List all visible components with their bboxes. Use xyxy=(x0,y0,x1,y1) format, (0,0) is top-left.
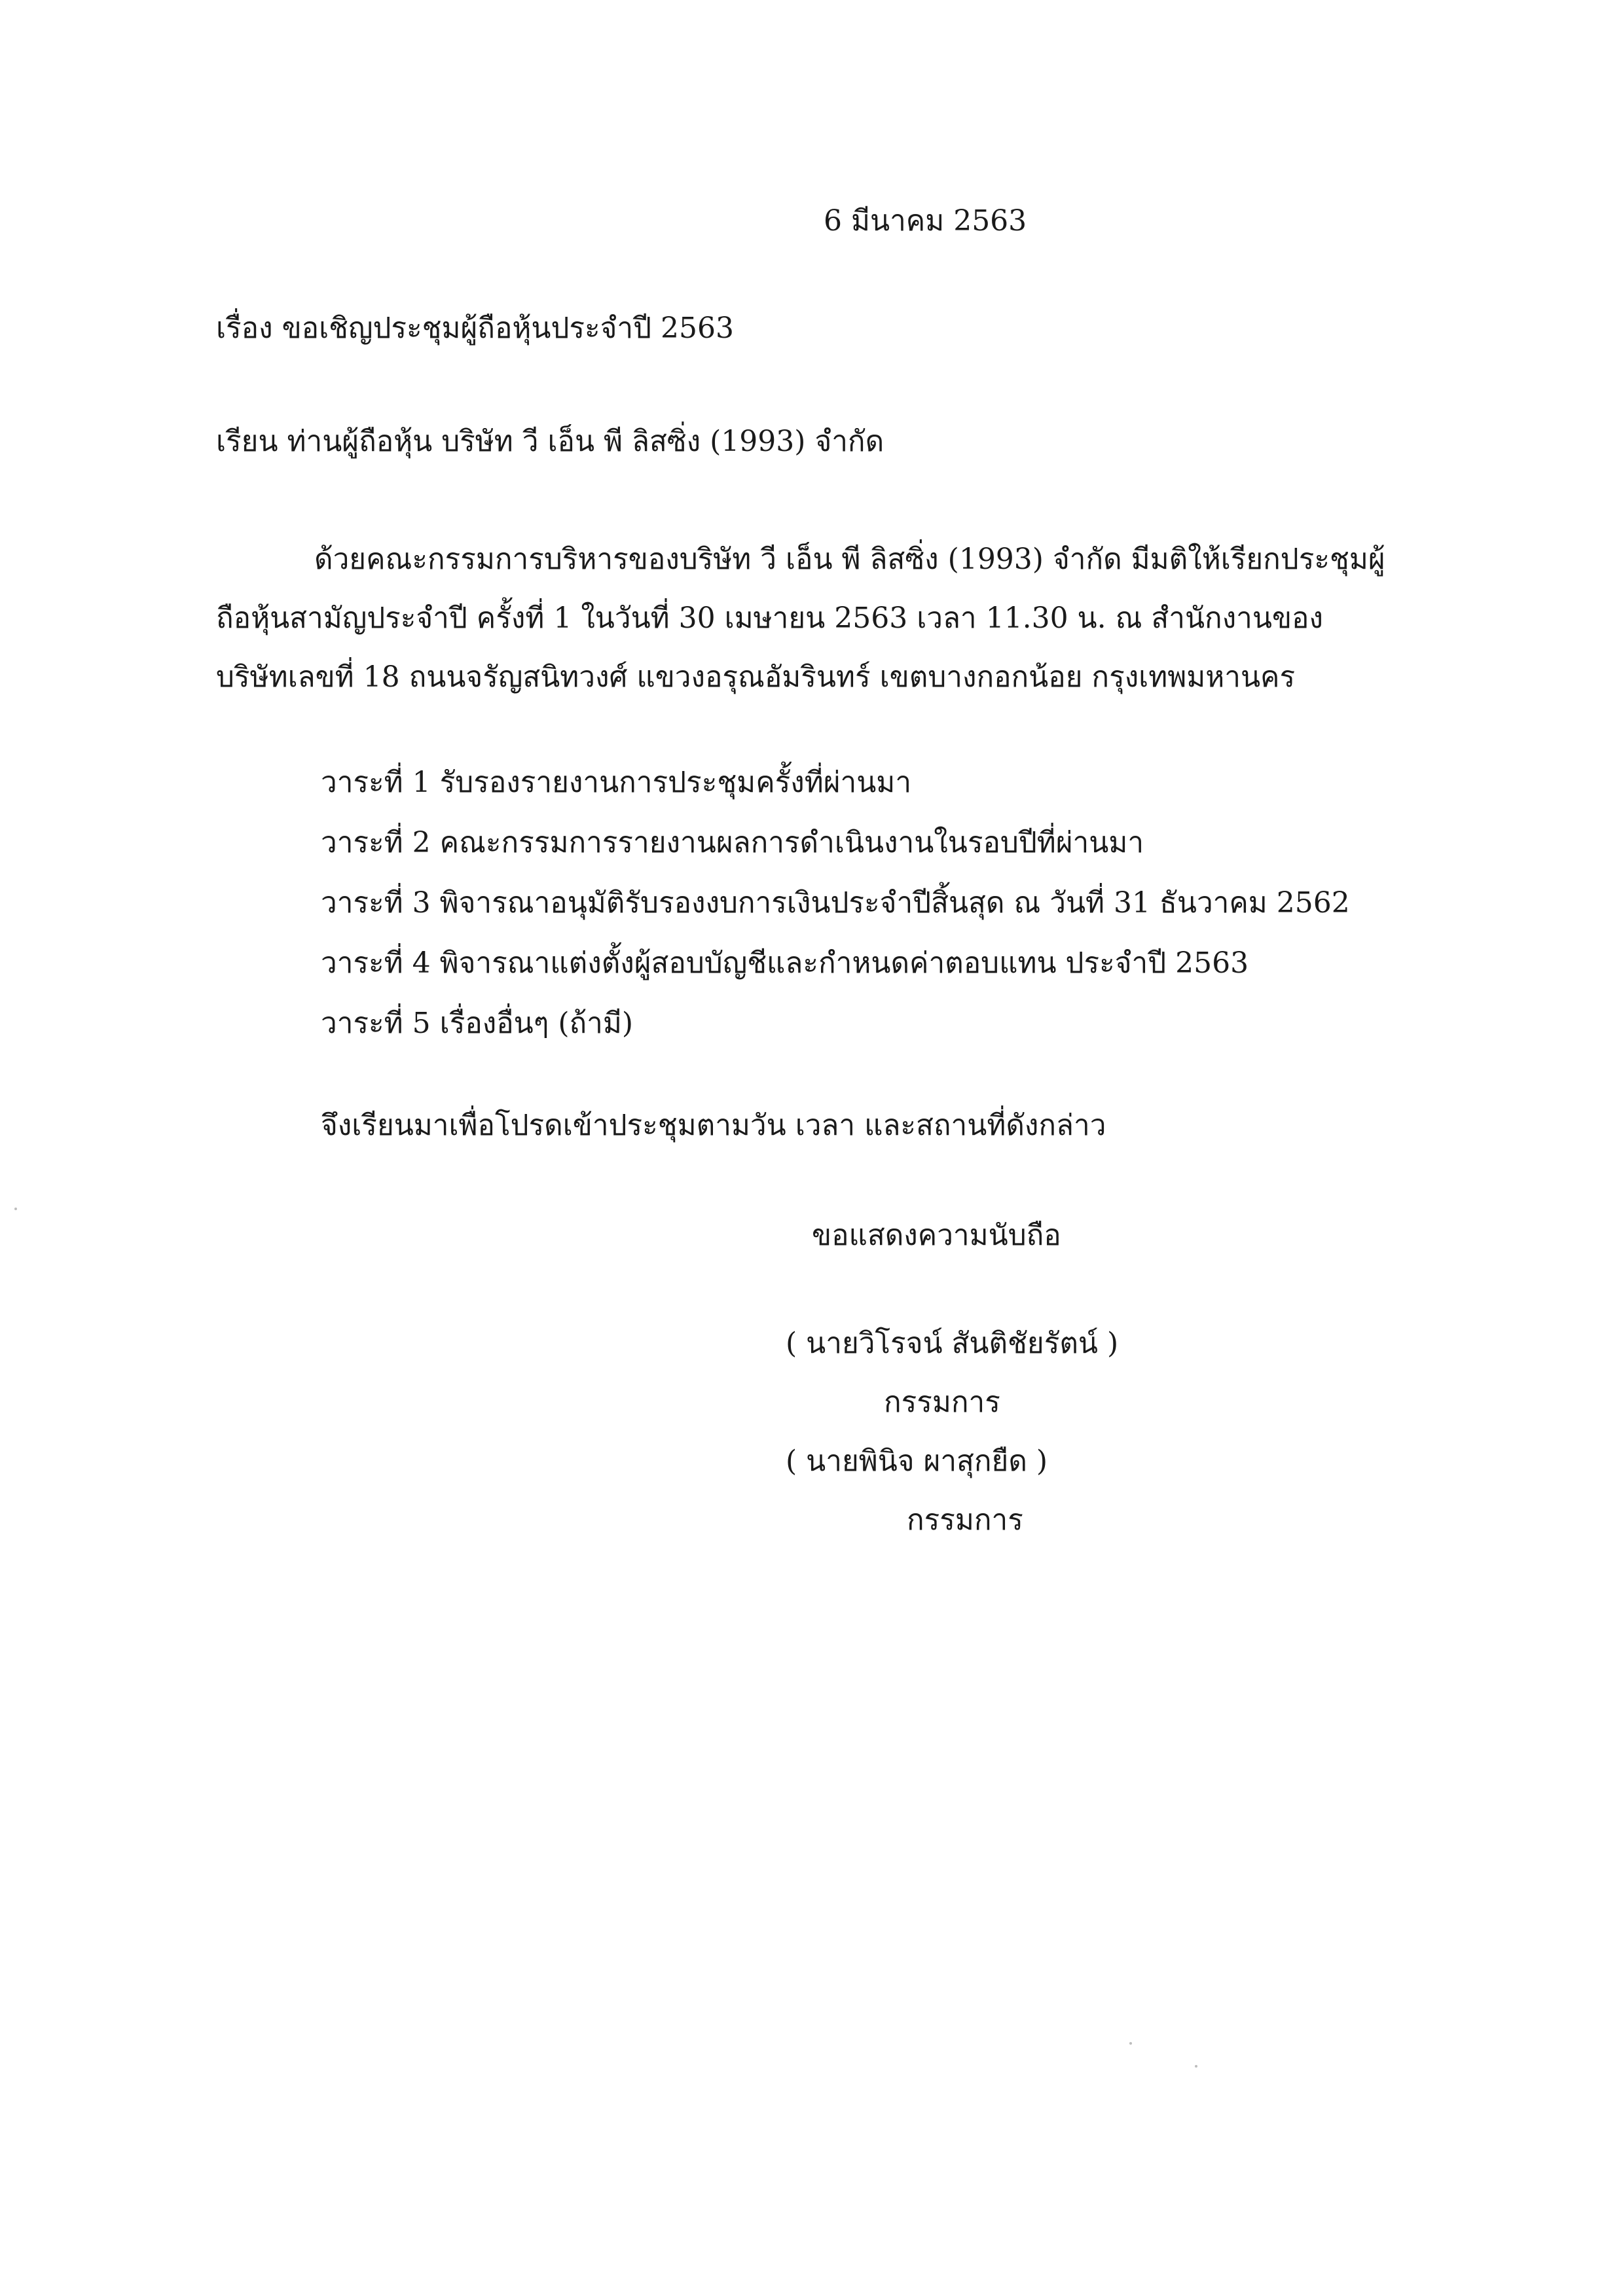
agenda-item-1: วาระที่ 1 รับรองรายงานการประชุมครั้งที่ผ่านมา xyxy=(321,766,912,799)
letter-date: 6 มีนาคม 2563 xyxy=(824,204,1027,238)
signatory-1-title: กรรมการ xyxy=(884,1386,1000,1419)
signatory-2-title: กรรมการ xyxy=(907,1503,1023,1537)
letter-body-paragraph xyxy=(216,530,1388,707)
scan-speck xyxy=(1195,2065,1197,2068)
body-line: บริษัทเลขที่ 18 ถนนจรัญสนิทวงศ์ แขวงอรุณอัมรินทร์ เขตบางกอกน้อย กรุงเทพมหานคร xyxy=(216,660,1296,694)
body-line: ถือหุ้นสามัญประจำปี ครั้งที่ 1 ในวันที่ 30 เมษายน 2563 เวลา 11.30 น. ณ สำนักงานของ xyxy=(216,601,1323,635)
agenda-item-3: วาระที่ 3 พิจารณาอนุมัติรับรองงบการเงินประจำปีสิ้นสุด ณ วันที่ 31 ธันวาคม 2562 xyxy=(321,886,1350,920)
regards-line: ขอแสดงความนับถือ xyxy=(812,1219,1061,1252)
closing-line: จึงเรียนมาเพื่อโปรดเข้าประชุมตามวัน เวลา และสถานที่ดังกล่าว xyxy=(321,1109,1106,1142)
agenda-item-5: วาระที่ 5 เรื่องอื่นๆ (ถ้ามี) xyxy=(321,1007,634,1040)
scan-speck xyxy=(14,1208,17,1210)
agenda-item-2: วาระที่ 2 คณะกรรมการรายงานผลการดำเนินงานในรอบปีที่ผ่านมา xyxy=(321,826,1144,859)
signatory-1-name: ( นายวิโรจน์ สันติชัยรัตน์ ) xyxy=(786,1327,1119,1360)
agenda-list xyxy=(321,753,1350,1054)
body-line: ด้วยคณะกรรมการบริหารของบริษัท วี เอ็น พี ลิสซิ่ง (1993) จำกัด มีมติให้เรียกประชุมผู้ xyxy=(314,543,1385,576)
scan-speck xyxy=(1129,2042,1132,2045)
letter-recipient: เรียน ท่านผู้ถือหุ้น บริษัท วี เอ็น พี ลิสซิ่ง (1993) จำกัด xyxy=(216,425,884,458)
agenda-item-4: วาระที่ 4 พิจารณาแต่งตั้งผู้สอบบัญชีและกำหนดค่าตอบแทน ประจำปี 2563 xyxy=(321,946,1249,980)
signatory-2-name: ( นายพินิจ ผาสุกยืด ) xyxy=(786,1444,1048,1478)
letter-subject: เรื่อง ขอเชิญประชุมผู้ถือหุ้นประจำปี 2563 xyxy=(216,312,735,345)
